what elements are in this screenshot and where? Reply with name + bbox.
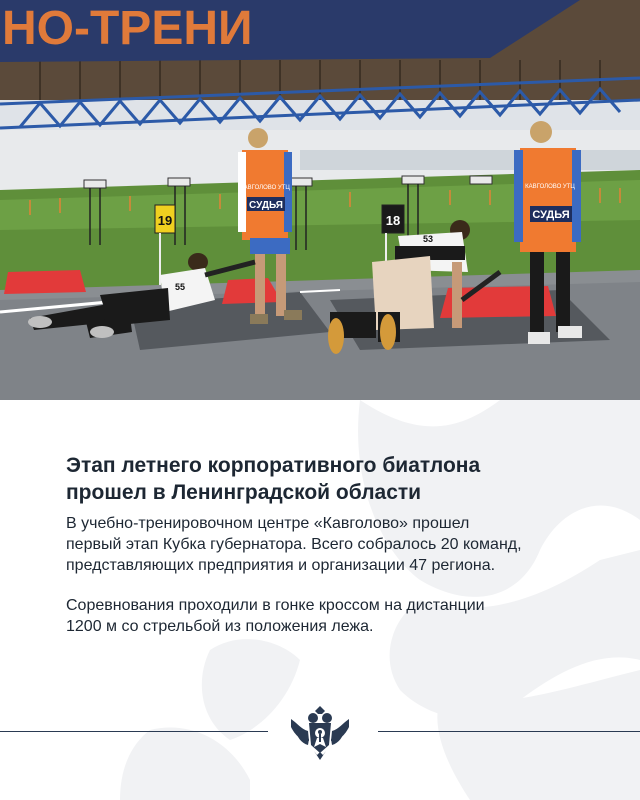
svg-text:КАВГОЛОВО УТЦ: КАВГОЛОВО УТЦ bbox=[240, 185, 290, 191]
svg-text:18: 18 bbox=[385, 213, 401, 228]
article-card bbox=[0, 400, 640, 800]
svg-text:СУДЬЯ: СУДЬЯ bbox=[532, 209, 570, 221]
russian-eagle-emblem-icon bbox=[289, 705, 351, 761]
divider-right bbox=[378, 731, 640, 732]
svg-text:КАВГОЛОВО УТЦ: КАВГОЛОВО УТЦ bbox=[525, 184, 575, 190]
svg-text:55: 55 bbox=[174, 282, 186, 292]
svg-text:СУДЬЯ: СУДЬЯ bbox=[249, 200, 283, 211]
article-paragraph-1: В учебно-тренировочном центре «Кавголово» прошел первый этап Кубка губернатора. Всего собралось 20 команд, представляющих предприятия и организации 47 региона. bbox=[66, 515, 522, 574]
svg-text:53: 53 bbox=[422, 234, 434, 244]
svg-text:19: 19 bbox=[157, 213, 173, 228]
banner bbox=[0, 0, 580, 62]
divider-left bbox=[0, 731, 268, 732]
article-headline: Этап летнего корпоративного биатлона прошел в Ленинградской области bbox=[66, 454, 481, 504]
banner-text: НО-ТРЕНИ bbox=[2, 2, 253, 55]
article-paragraph-2: Соревнования проходили в гонке кроссом на дистанции 1200 м со стрельбой из положения лежа. bbox=[66, 597, 485, 635]
